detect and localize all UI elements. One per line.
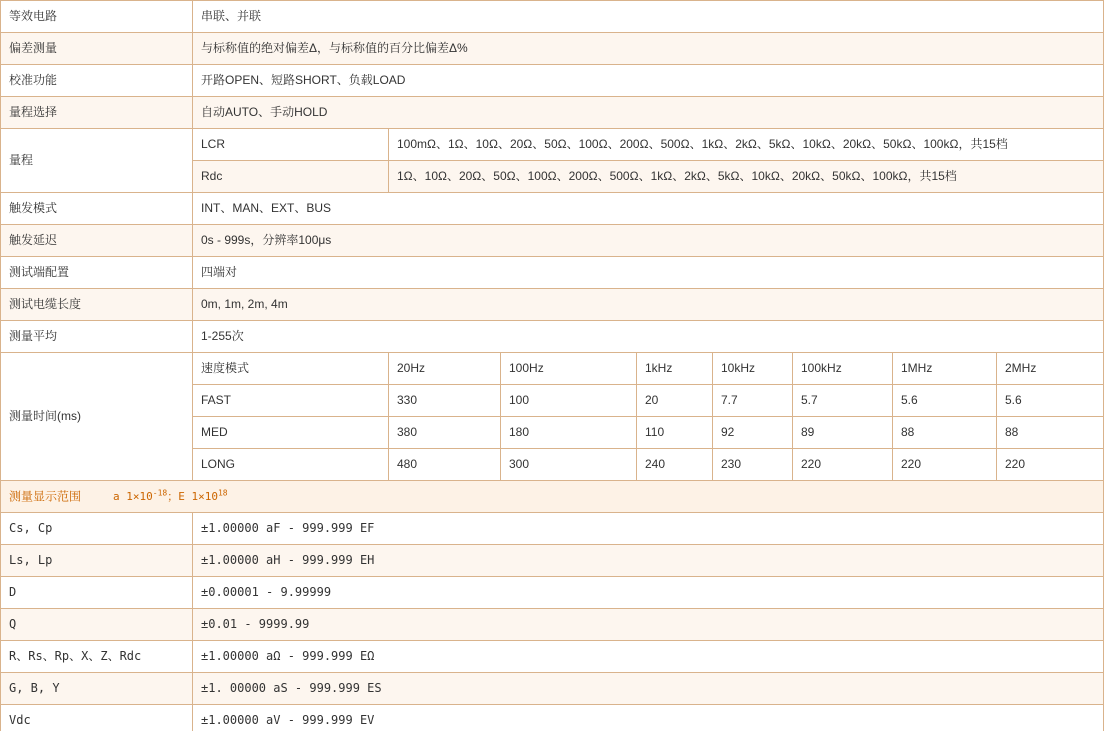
row-value: 自动AUTO、手动HOLD <box>193 97 1104 129</box>
note-e-exponent: 18 <box>217 488 228 498</box>
row-label: Q <box>1 609 193 641</box>
timing-group-label: 测量时间(ms) <box>1 353 193 481</box>
timing-cell: 330 <box>389 385 501 417</box>
timing-cell: 110 <box>637 417 713 449</box>
row-label: 测试电缆长度 <box>1 289 193 321</box>
row-value: ±1.00000 aH - 999.999 EH <box>193 545 1104 577</box>
row-label: 触发模式 <box>1 193 193 225</box>
range-value-lcr: 100mΩ、1Ω、10Ω、20Ω、50Ω、100Ω、200Ω、500Ω、1kΩ、2kΩ、5kΩ、10kΩ、20kΩ、50kΩ、100kΩ，共15档 <box>389 129 1104 161</box>
timing-freq-header-1khz: 1kHz <box>637 353 713 385</box>
table-row <box>1 97 1104 129</box>
timing-cell: 230 <box>713 449 793 481</box>
row-value: 1-255次 <box>193 321 1104 353</box>
row-value: ±1.00000 aΩ - 999.999 EΩ <box>193 641 1104 673</box>
display-range-note <box>113 490 228 503</box>
timing-cell: 89 <box>793 417 893 449</box>
timing-cell: 7.7 <box>713 385 793 417</box>
row-value: 与标称值的绝对偏差Δ，与标称值的百分比偏差Δ% <box>193 33 1104 65</box>
timing-cell: 5.6 <box>893 385 997 417</box>
table-row <box>1 257 1104 289</box>
table-row <box>1 513 1104 545</box>
timing-cell: 92 <box>713 417 793 449</box>
timing-cell: 88 <box>893 417 997 449</box>
row-value: 0m, 1m, 2m, 4m <box>193 289 1104 321</box>
timing-freq-header-2mhz: 2MHz <box>997 353 1104 385</box>
row-value: ±1.00000 aF - 999.999 EF <box>193 513 1104 545</box>
row-label: Vdc <box>1 705 193 731</box>
timing-mode-fast: FAST <box>193 385 389 417</box>
row-label: 等效电路 <box>1 1 193 33</box>
timing-freq-header-10khz: 10kHz <box>713 353 793 385</box>
timing-cell: 100 <box>501 385 637 417</box>
table-row <box>1 193 1104 225</box>
display-range-band <box>1 481 1104 513</box>
timing-cell: 20 <box>637 385 713 417</box>
row-label-range: 量程 <box>1 129 193 193</box>
row-label: 校准功能 <box>1 65 193 97</box>
row-label: D <box>1 577 193 609</box>
row-value: 串联、并联 <box>193 1 1104 33</box>
row-label: Cs, Cp <box>1 513 193 545</box>
timing-cell: 300 <box>501 449 637 481</box>
note-a-exponent: -18 <box>152 488 168 498</box>
row-label: 量程选择 <box>1 97 193 129</box>
timing-mode-header: 速度模式 <box>193 353 389 385</box>
timing-header-row <box>1 353 1104 385</box>
table-row <box>1 225 1104 257</box>
timing-cell: 220 <box>893 449 997 481</box>
timing-cell: 380 <box>389 417 501 449</box>
timing-cell: 5.7 <box>793 385 893 417</box>
table-row <box>1 705 1104 731</box>
display-range-band-row <box>1 481 1104 513</box>
timing-freq-header-1mhz: 1MHz <box>893 353 997 385</box>
row-label: R、Rs、Rp、X、Z、Rdc <box>1 641 193 673</box>
note-a-text: a 1×10 <box>113 490 153 504</box>
table-row <box>1 321 1104 353</box>
timing-freq-header-100hz: 100Hz <box>501 353 637 385</box>
table-row <box>1 1 1104 33</box>
timing-cell: 5.6 <box>997 385 1104 417</box>
table-row <box>1 289 1104 321</box>
display-range-title: 测量显示范围 <box>9 489 82 504</box>
timing-mode-med: MED <box>193 417 389 449</box>
table-row <box>1 65 1104 97</box>
timing-mode-long: LONG <box>193 449 389 481</box>
table-row <box>1 545 1104 577</box>
timing-cell: 480 <box>389 449 501 481</box>
table-row <box>1 673 1104 705</box>
row-value: 0s - 999s，分辨率100μs <box>193 225 1104 257</box>
note-mid-text: ；E 1×10 <box>167 490 218 504</box>
row-label: 测试端配置 <box>1 257 193 289</box>
table-row <box>1 641 1104 673</box>
row-label: 触发延迟 <box>1 225 193 257</box>
timing-freq-header-20hz: 20Hz <box>389 353 501 385</box>
row-value: ±0.01 - 9999.99 <box>193 609 1104 641</box>
timing-freq-header-100khz: 100kHz <box>793 353 893 385</box>
timing-cell: 88 <box>997 417 1104 449</box>
timing-cell: 220 <box>793 449 893 481</box>
table-row <box>1 609 1104 641</box>
table-body <box>1 1 1104 731</box>
row-value: ±0.00001 - 9.99999 <box>193 577 1104 609</box>
row-label: 偏差测量 <box>1 33 193 65</box>
row-value: 四端对 <box>193 257 1104 289</box>
row-label: 测量平均 <box>1 321 193 353</box>
table-row <box>1 577 1104 609</box>
timing-cell: 180 <box>501 417 637 449</box>
timing-cell: 240 <box>637 449 713 481</box>
row-label: G, B, Y <box>1 673 193 705</box>
row-value: ±1. 00000 aS - 999.999 ES <box>193 673 1104 705</box>
row-value: 开路OPEN、短路SHORT、负载LOAD <box>193 65 1104 97</box>
range-sub-label-rdc: Rdc <box>193 161 389 193</box>
table-row <box>1 33 1104 65</box>
row-value: ±1.00000 aV - 999.999 EV <box>193 705 1104 731</box>
row-label: Ls, Lp <box>1 545 193 577</box>
range-value-rdc: 1Ω、10Ω、20Ω、50Ω、100Ω、200Ω、500Ω、1kΩ、2kΩ、5kΩ、10kΩ、20kΩ、50kΩ、100kΩ，共15档 <box>389 161 1104 193</box>
timing-cell: 220 <box>997 449 1104 481</box>
table-row-range-lcr <box>1 129 1104 161</box>
range-sub-label-lcr: LCR <box>193 129 389 161</box>
row-value: INT、MAN、EXT、BUS <box>193 193 1104 225</box>
